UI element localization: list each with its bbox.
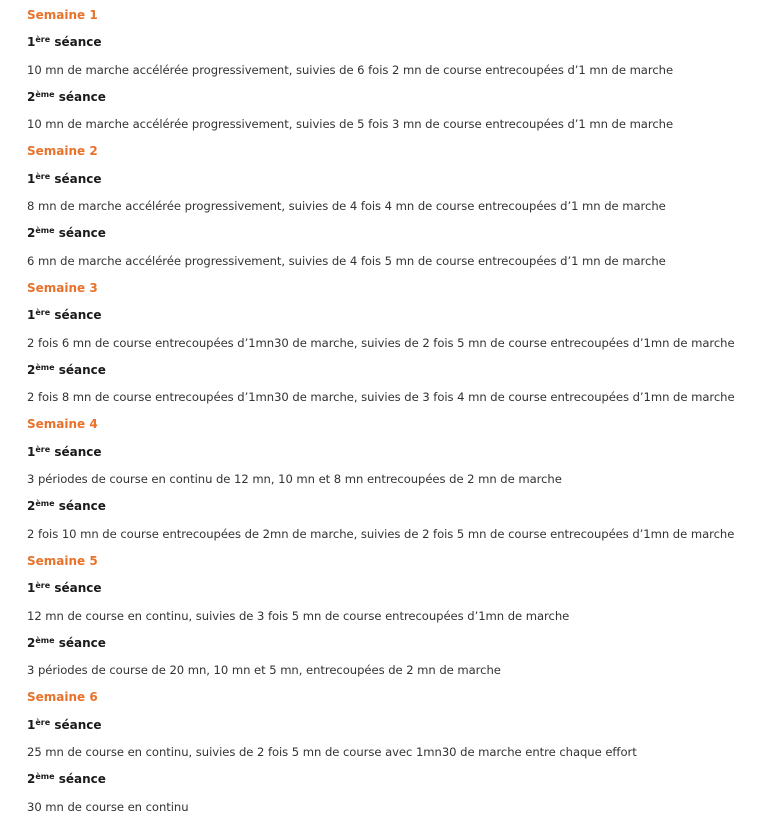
session-number: 2 [27, 635, 36, 650]
week-title: Semaine 2 [27, 144, 98, 159]
session-ordinal: ème [35, 226, 55, 236]
session-heading [27, 630, 768, 657]
session-description: 3 périodes de course de 20 mn, 10 mn et 5 mn, entrecoupées de 2 mn de marche [27, 663, 501, 678]
session-label: séance [50, 717, 102, 732]
week-title: Semaine 3 [27, 280, 98, 295]
week-title: Semaine 5 [27, 553, 98, 568]
session-label: séance [54, 226, 106, 241]
session-heading [27, 712, 768, 739]
week-title: Semaine 1 [27, 8, 98, 22]
session-ordinal: ère [35, 581, 51, 591]
session-number: 1 [27, 35, 36, 50]
session-ordinal: ère [35, 444, 51, 454]
session-description: 12 mn de course en continu, suivies de 3 fois 5 mn de course entrecoupées d’1mn de marche [27, 608, 570, 623]
session-heading [27, 357, 768, 384]
session-ordinal: ère [35, 171, 51, 181]
session-heading [27, 493, 768, 520]
session-number: 1 [27, 717, 36, 732]
session-number: 1 [27, 171, 36, 186]
session-ordinal: ème [35, 635, 55, 645]
session-label: séance [54, 89, 106, 104]
session-heading [27, 220, 768, 247]
session-ordinal: ème [35, 362, 55, 372]
session-label: séance [54, 772, 106, 787]
session-description: 25 mn de course en continu, suivies de 2 fois 5 mn de course avec 1mn30 de marche entre chaque effort [27, 745, 637, 760]
week-title: Semaine 6 [27, 690, 98, 705]
session-description: 6 mn de marche accélérée progressivement, suivies de 4 fois 5 mn de course entrecoupées d’1 mn de marche [27, 253, 666, 268]
session-label: séance [50, 35, 102, 50]
session-description: 30 mn de course en continu [27, 799, 189, 814]
session-number: 2 [27, 772, 36, 787]
session-ordinal: ème [35, 89, 55, 99]
session-number: 2 [27, 226, 36, 241]
session-description: 3 périodes de course en continu de 12 mn, 10 mn et 8 mn entrecoupées de 2 mn de marche [27, 472, 562, 487]
training-plan [0, 2, 768, 836]
session-heading [27, 575, 768, 602]
session-ordinal: ère [35, 308, 51, 318]
session-heading [27, 29, 768, 56]
session-description: 2 fois 8 mn de course entrecoupées d’1mn30 de marche, suivies de 3 fois 4 mn de course entrecoupées d’1mn de marche [27, 390, 735, 405]
session-number: 1 [27, 444, 36, 459]
session-ordinal: ème [35, 499, 55, 509]
session-label: séance [50, 171, 102, 186]
session-number: 2 [27, 89, 36, 104]
week-title: Semaine 4 [27, 417, 98, 432]
session-ordinal: ère [35, 717, 51, 727]
session-label: séance [50, 308, 102, 323]
session-number: 1 [27, 308, 36, 323]
session-heading [27, 766, 768, 793]
session-label: séance [50, 444, 102, 459]
session-heading [27, 84, 768, 111]
session-label: séance [54, 499, 106, 514]
session-ordinal: ème [35, 772, 55, 782]
session-number: 1 [27, 581, 36, 596]
session-label: séance [54, 635, 106, 650]
session-description: 2 fois 10 mn de course entrecoupées de 2mn de marche, suivies de 2 fois 5 mn de course entrecoupées d’1mn de marche [27, 526, 735, 541]
session-ordinal: ère [35, 35, 51, 45]
session-description: 2 fois 6 mn de course entrecoupées d’1mn30 de marche, suivies de 2 fois 5 mn de course entrecoupées d’1mn de marche [27, 335, 735, 350]
session-number: 2 [27, 499, 36, 514]
session-number: 2 [27, 362, 36, 377]
session-description: 10 mn de marche accélérée progressivement, suivies de 6 fois 2 mn de course entrecoupées d’1 mn de marche [27, 62, 674, 77]
session-label: séance [50, 581, 102, 596]
session-heading [27, 166, 768, 193]
session-description: 8 mn de marche accélérée progressivement, suivies de 4 fois 4 mn de course entrecoupées d’1 mn de marche [27, 199, 666, 214]
session-description: 10 mn de marche accélérée progressivement, suivies de 5 fois 3 mn de course entrecoupées d’1 mn de marche [27, 117, 674, 132]
session-heading [27, 302, 768, 329]
session-heading [27, 439, 768, 466]
session-label: séance [54, 362, 106, 377]
